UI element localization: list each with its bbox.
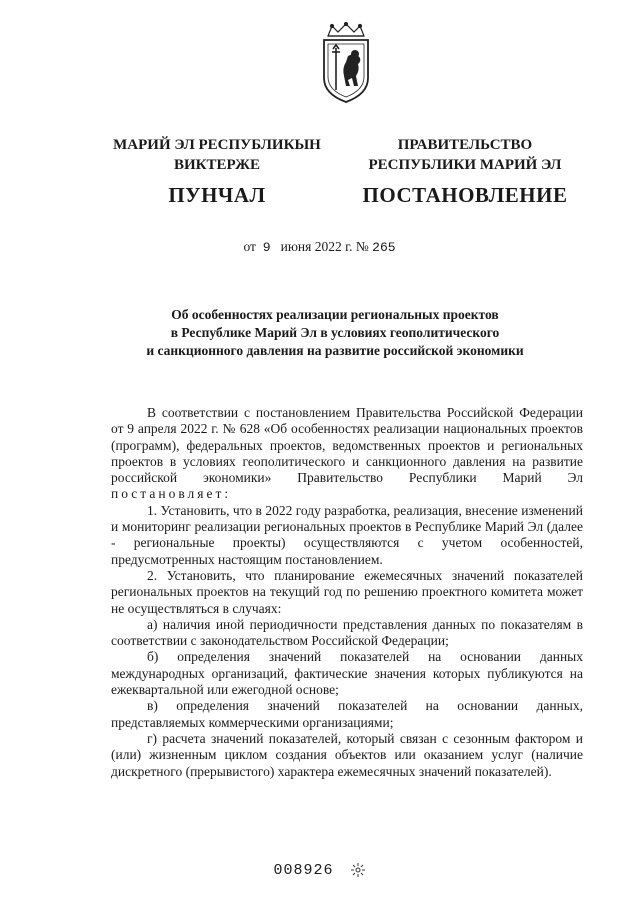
header-right-doc-type: ПОСТАНОВЛЕНИЕ — [362, 183, 568, 207]
title-line-3: и санкционного давления на развитие российской экономики — [146, 343, 524, 358]
paragraph-intro — [111, 405, 583, 503]
coat-of-arms-icon — [320, 22, 372, 104]
date-day: 9 — [262, 240, 271, 255]
header-left-line2: ВИКТЕРЖЕ — [173, 157, 261, 173]
header-left-line1: МАРИЙ ЭЛ РЕСПУБЛИКЫН — [113, 137, 321, 153]
paragraph-2b: б) определения значений показателей на основании данных международных организаций, фактические значения которых публикуются на ежеквартальной или ежегодной основе; — [111, 649, 583, 698]
date-prefix: от — [243, 239, 256, 254]
paragraph-2d: г) расчета значений показателей, который связан с сезонным фактором и (или) жизненным циклом создания объектов или оказанием услуг (наличие дискретного (прерывистого) характера ежемесячных значений показателей). — [111, 730, 583, 779]
ornament-icon — [350, 862, 366, 878]
intro-action: постановляет: — [111, 486, 232, 502]
paragraph-2: 2. Установить, что планирование ежемесячных значений показателей региональных проектов на текущий год по решению проектного комитета может не осуществляться в случаях: — [111, 567, 583, 616]
paragraph-1: 1. Установить, что в 2022 году разработка, реализация, внесение изменений и мониторинг реализации региональных проектов в Республике Марий Эл (далее - региональные проекты) осуществляются с учетом особенностей, предусмотренных настоящим постановлением. — [111, 502, 583, 567]
header-right-block — [350, 135, 580, 205]
paragraph-2a: а) наличия иной периодичности представления данных по показателям в соответствии с законодательством Российской Федерации; — [111, 616, 583, 649]
intro-text: В соответствии с постановлением Правительства Российской Федерации от 9 апреля 2022 г. № 628 «Об особенностях реализации национальных проектов (программ), федеральных проектов, ведомственных проектов и региональных проектов в условиях геополитического и санкционного давления на развитие российской экономики» Правительство Республики Марий Эл — [111, 405, 583, 486]
header-right-line1: ПРАВИТЕЛЬСТВО — [397, 137, 533, 153]
title-line-1: Об особенностях реализации региональных проектов — [171, 307, 499, 322]
date-month-year: июня 2022 г. № — [280, 239, 369, 254]
header-left-block — [92, 135, 342, 205]
date-line — [0, 239, 639, 255]
document-number: 265 — [372, 240, 396, 255]
header-right-line2: РЕСПУБЛИКИ МАРИЙ ЭЛ — [368, 157, 562, 173]
document-body — [111, 405, 583, 780]
serial-number: 008926 — [273, 862, 334, 879]
title-line-2: в Республике Марий Эл в условиях геополитического — [170, 325, 500, 340]
paragraph-2c: в) определения значений показателей на основании данных, представляемых коммерческими организациями; — [111, 698, 583, 730]
serial-number-line — [0, 862, 639, 879]
header-left-doc-type: ПУНЧАЛ — [168, 183, 266, 207]
document-title — [100, 306, 570, 360]
